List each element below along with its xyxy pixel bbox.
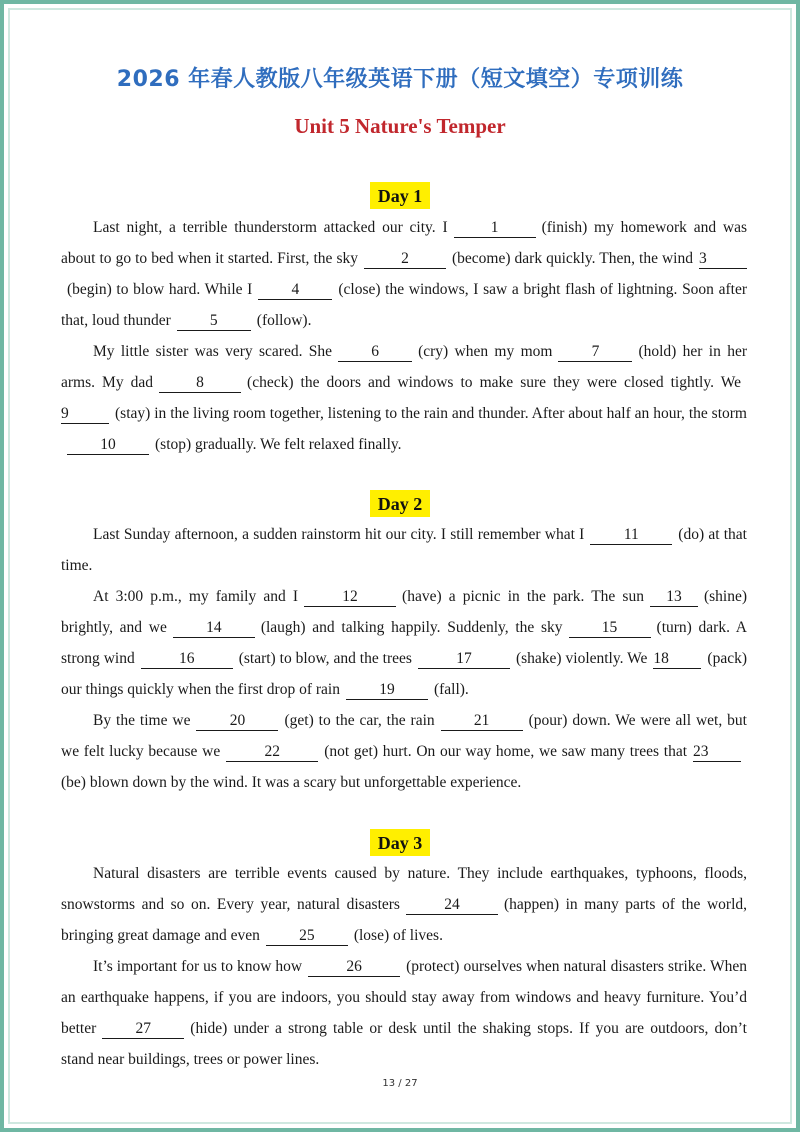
answer-blank-8[interactable]: 8	[159, 374, 241, 393]
answer-blank-7[interactable]: 7	[558, 343, 632, 362]
passage-text: (protect) ourselves when natural disasters strike. When an earthquake happens, if you are indoors, you should stay away from windows and heavy furniture. You’d better	[61, 958, 747, 1037]
passage-text: (turn) dark. A strong wind	[61, 619, 747, 667]
passage-text: (fall).	[433, 681, 469, 698]
passage-text: (hold) her in her arms. My dad	[61, 343, 747, 391]
passage-paragraph	[61, 212, 747, 336]
answer-blank-22[interactable]: 22	[226, 743, 318, 762]
answer-blank-2[interactable]: 2	[364, 250, 446, 269]
passage-text: (start) to blow, and the trees	[238, 650, 412, 667]
passage-paragraph	[61, 336, 747, 460]
answer-blank-19[interactable]: 19	[346, 681, 428, 700]
passage-text: (stay) in the living room together, listening to the rain and thunder. After about half an hour, the storm	[115, 405, 747, 422]
answer-blank-23[interactable]: 23	[693, 743, 741, 762]
passage-paragraph	[61, 581, 747, 705]
answer-blank-13[interactable]: 13	[650, 588, 698, 607]
passage-text: (get) to the car, the rain	[284, 712, 435, 729]
passage-text: (happen) in many parts of the world, bringing great damage and even	[61, 896, 747, 944]
answer-blank-10[interactable]: 10	[67, 436, 149, 455]
day-label: Day 1	[370, 182, 431, 209]
passage-text: (follow).	[256, 312, 312, 329]
answer-blank-17[interactable]: 17	[418, 650, 510, 669]
answer-blank-25[interactable]: 25	[266, 927, 348, 946]
answer-blank-16[interactable]: 16	[141, 650, 233, 669]
day-3-header	[4, 829, 796, 856]
passage-text: (laugh) and talking happily. Suddenly, the sky	[260, 619, 563, 636]
passage-paragraph	[61, 519, 747, 581]
answer-blank-4[interactable]: 4	[258, 281, 332, 300]
page-title: 2026 年春人教版八年级英语下册（短文填空）专项训练	[116, 67, 684, 92]
passage-text: (check) the doors and windows to make sure they were closed tightly. We	[247, 374, 742, 391]
passage-text: Last night, a terrible thunderstorm attacked our city. I	[93, 219, 448, 236]
passage-text: (not get) hurt. On our way home, we saw many trees that	[324, 743, 688, 760]
day-label: Day 2	[370, 490, 431, 517]
passage-text: (pour) down. We were all wet, but we felt lucky because we	[61, 712, 747, 760]
answer-blank-18[interactable]: 18	[653, 650, 701, 669]
day-1-header	[4, 182, 796, 209]
passage-text: (lose) of lives.	[353, 927, 443, 944]
day-label: Day 3	[370, 829, 431, 856]
passage-text: (cry) when my mom	[418, 343, 553, 360]
passage-text: Last Sunday afternoon, a sudden rainstorm hit our city. I still remember what I	[93, 526, 585, 543]
answer-blank-9[interactable]: 9	[61, 405, 109, 424]
answer-blank-14[interactable]: 14	[173, 619, 255, 638]
answer-blank-15[interactable]: 15	[569, 619, 651, 638]
passage-text: (hide) under a strong table or desk until the shaking stops. If you are outdoors, don’t stand near buildings, trees or power lines.	[61, 1020, 747, 1068]
page-number: 13 / 27	[382, 1078, 418, 1089]
passage-text: (shake) violently. We	[515, 650, 648, 667]
answer-blank-5[interactable]: 5	[177, 312, 251, 331]
answer-blank-21[interactable]: 21	[441, 712, 523, 731]
answer-blank-11[interactable]: 11	[590, 526, 672, 545]
passage-text: Natural disasters are terrible events caused by nature. They include earthquakes, typhoons, floods, snowstorms and so on. Every year, natural disasters	[61, 865, 747, 913]
unit-subtitle: Unit 5 Nature's Temper	[294, 114, 506, 138]
day-2-header	[4, 490, 796, 517]
passage-text: (stop) gradually. We felt relaxed finally.	[155, 436, 402, 453]
passage-paragraph	[61, 705, 747, 798]
passage-text: (pack) our things quickly when the first drop of rain	[61, 650, 748, 698]
passage-text: My little sister was very scared. She	[93, 343, 333, 360]
day-2-passage	[61, 519, 747, 798]
day-3-passage	[61, 858, 747, 1075]
answer-blank-12[interactable]: 12	[304, 588, 396, 607]
passage-text: It’s important for us to know how	[93, 958, 303, 975]
answer-blank-20[interactable]: 20	[196, 712, 278, 731]
passage-text: (begin) to blow hard. While I	[67, 281, 253, 298]
passage-text: (become) dark quickly. Then, the wind	[451, 250, 693, 267]
passage-text: (do) at that time.	[61, 526, 747, 574]
answer-blank-27[interactable]: 27	[102, 1020, 184, 1039]
passage-text: (have) a picnic in the park. The sun	[402, 588, 644, 605]
answer-blank-1[interactable]: 1	[454, 219, 536, 238]
answer-blank-24[interactable]: 24	[406, 896, 498, 915]
answer-blank-3[interactable]: 3	[699, 250, 747, 269]
day-1-passage	[61, 212, 747, 460]
passage-text: (be) blown down by the wind. It was a scary but unforgettable experience.	[61, 774, 522, 791]
passage-paragraph	[61, 951, 747, 1075]
passage-text: (shine) brightly, and we	[61, 588, 748, 636]
passage-text: (finish) my homework and was about to go to bed when it started. First, the sky	[61, 219, 747, 267]
passage-paragraph	[61, 858, 747, 951]
passage-text: At 3:00 p.m., my family and I	[93, 588, 299, 605]
passage-text: By the time we	[93, 712, 191, 729]
answer-blank-26[interactable]: 26	[308, 958, 400, 977]
answer-blank-6[interactable]: 6	[338, 343, 412, 362]
passage-text: (close) the windows, I saw a bright flash of lightning. Soon after that, loud thunder	[61, 281, 747, 329]
